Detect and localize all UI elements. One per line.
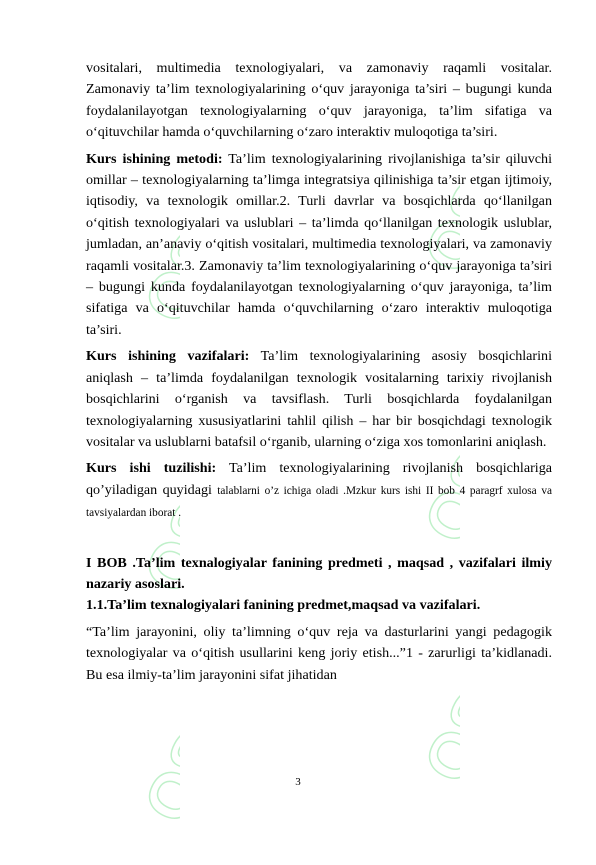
method-text: Ta’lim texnologiyalarining rivojlanishiga ta’sir qiluvchi omillar – texnologiyalarning ta’limga integratsiya qilinishiga ta’sir etgan ijtimoiy, iqtisodiy, va texnologik omillar.2. Turli davrlar va bosqichlarda qo‘llanilgan o‘qitish texnologiyalari va uslublari – ta’limda qo‘llanilgan texnologik uslublar, jumladan, an’anaviy o‘qitish vositalari, multimedia texnologiyalari, va zamonaviy raqamli vositalar.3. Zamonaviy ta’lim texnologiyalarining o‘quv jarayoniga ta’siri – bugungi kunda foydalanilayotgan texnologiyalarning o‘quv jarayoniga, ta’lim sifatiga va o‘qituvchilar hamda o‘quvchilarning o‘zaro interaktiv muloqotiga ta’siri. — [86, 150, 552, 338]
structure-label: Kurs ishi tuzilishi: — [86, 460, 217, 477]
paragraph-method — [86, 149, 552, 342]
structure-text: Ta’lim texnologiyalarining rivojlanish bosqichlariga qo’yiladigan quyidagi — [86, 460, 553, 498]
chapter-heading: I BOB .Ta’lim texnalogiyalar fanining predmeti , maqsad , vazifalari ilmiy nazariy asoslari. — [86, 554, 552, 592]
method-label: Kurs ishining metodi: — [86, 150, 223, 167]
paragraph-tasks — [86, 346, 552, 453]
paragraph-structure — [86, 458, 552, 524]
paragraph-intro: vositalari, multimedia texnologiyalari, va zamonaviy raqamli vositalar. Zamonaviy ta’lim texnologiyalarining o‘quv jarayoniga ta’siri – bugungi kunda foydalanilayotgan texnologiyalarning o‘quv jarayoniga, ta’lim sifatiga va o‘qituvchilar hamda o‘quvchilarning o‘zaro interaktiv muloqotiga ta’siri. — [86, 60, 552, 141]
tasks-text: Ta’lim texnologiyalarining asosiy bosqichlarini aniqlash – ta’limda foydalanilgan texnologik vositalarning tarixiy rivojlanish bosqichlarini o‘rganish va tavsiflash. Turli bosqichlarda foydalanilgan texnologiyalarning xususiyatlarini tahlil qilish – har bir bosqichdagi texnologik vositalar va uslublarni batafsil o‘rganib, ularning o‘ziga xos tomonlarini aniqlash. — [86, 348, 552, 450]
svg-text:OSOF: OSOF — [409, 90, 460, 285]
svg-text:OSOF: OSOF — [129, 640, 180, 835]
svg-text:OSOF: OSOF — [409, 360, 460, 555]
page-number: 3 — [295, 776, 301, 788]
paragraph-quote: “Ta’lim jarayonini, oliy ta’limning o‘quv reja va dasturlarini yangi pedagogik texnologiyalar va o‘qitish usullarini keng joriy etish...”1 - zarurligi ta’kidlanadi. Bu esa ilmiy-ta’lim jarayonini sifat jihatidan — [86, 623, 552, 683]
svg-text:OSOF: OSOF — [129, 410, 180, 605]
svg-text:OSOF: OSOF — [409, 600, 460, 795]
svg-text:OSOF: OSOF — [129, 140, 180, 335]
tasks-label: Kurs ishining vazifalari: — [86, 348, 250, 365]
structure-small-text: talablarni o’z ichiga oladi .Mzkur kurs ishi II bob 4 paragrf xulosa va tavsiyalardan iborat . — [86, 484, 552, 520]
section-heading: 1.1.Ta’lim texnalogiyalari fanining predmet,maqsad va vazifalari. — [86, 597, 481, 614]
page-body — [86, 58, 552, 686]
